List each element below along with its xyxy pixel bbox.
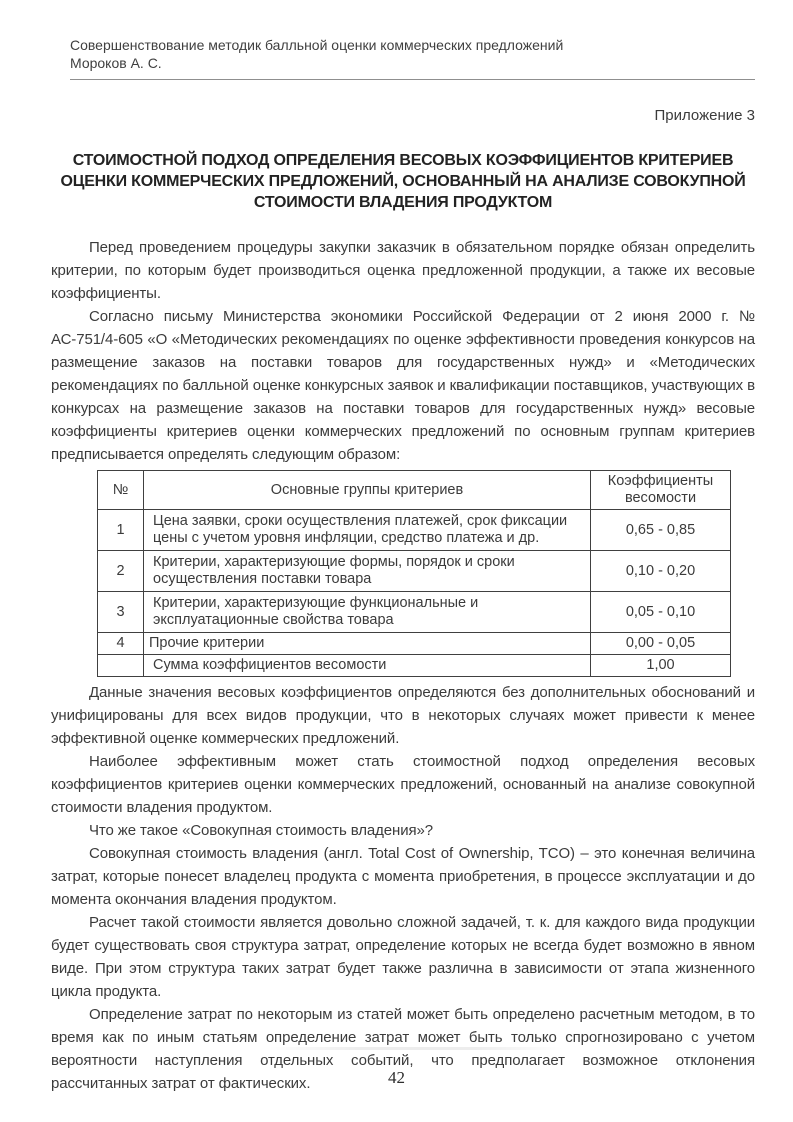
paragraph: Что же такое «Совокупная стоимость владения»? (89, 822, 434, 839)
coefficient-range: 0,65 - 0,85 (591, 510, 731, 551)
running-header-title: Совершенствование методик балльной оценки коммерческих предложений (70, 37, 564, 53)
running-header (70, 36, 755, 80)
paragraph: Определение затрат по некоторым из статей может быть определено расчетным методом, в то время как по иным статьям определение затрат может быть только спрогнозировано с учетом вероятности наступления отдельных событий, что предполагает возможное отклонения рассчитанных затрат от фактических. (51, 1006, 755, 1092)
table-header-groups: Основные группы критериев (144, 471, 591, 510)
criteria-description: Прочие критерии (144, 633, 591, 655)
row-number: 2 (98, 551, 144, 592)
table-row (98, 633, 731, 655)
paragraph: Совокупная стоимость владения (англ. Total Cost of Ownership, TCO) – это конечная величина затрат, которые понесет владелец продукта с момента приобретения, в процессе эксплуатации и до момента окончания владения продуктом. (51, 845, 755, 908)
table-row (98, 510, 731, 551)
table-sum-row (98, 655, 731, 677)
running-header-author: Мороков А. С. (70, 55, 162, 71)
paragraph: Наиболее эффективным может стать стоимостной подход определения весовых коэффициентов критериев оценки коммерческих предложений, основанный на анализе совокупной стоимости владения продуктом. (51, 753, 755, 816)
table-header-coefficients: Коэффициенты весомости (591, 471, 731, 510)
sum-value: 1,00 (591, 655, 731, 677)
table-header-row (98, 471, 731, 510)
criteria-description: Цена заявки, сроки осуществления платежей, срок фиксации цены с учетом уровня инфляции, средство платежа и др. (144, 510, 591, 551)
criteria-description: Критерии, характеризующие формы, порядок и сроки осуществления поставки товара (144, 551, 591, 592)
table-row (98, 592, 731, 633)
page-number: 42 (388, 1068, 405, 1087)
coefficient-range: 0,05 - 0,10 (591, 592, 731, 633)
table-row (98, 551, 731, 592)
coefficient-range: 0,00 - 0,05 (591, 633, 731, 655)
table-header-number: № (98, 471, 144, 510)
row-number: 1 (98, 510, 144, 551)
row-number-empty (98, 655, 144, 677)
row-number: 4 (98, 633, 144, 655)
paragraph: Согласно письму Министерства экономики Российской Федерации от 2 июня 2000 г. № АС-751/4-605 «О «Методических рекомендациях по оценке эффективности проведения конкурсов на размещение заказов на поставки товаров для государственных нужд» и «Методических рекомендациях по балльной оценке конкурсных заявок и квалификации поставщиков, участвующих в конкурсах на размещение заказов на поставки товаров для государственных нужд» весовые коэффициенты критериев оценки коммерческих предложений по основным группам критериев предписывается определять следующим образом: (51, 308, 755, 463)
row-number: 3 (98, 592, 144, 633)
article-title: СТОИМОСТНОЙ ПОДХОД ОПРЕДЕЛЕНИЯ ВЕСОВЫХ КОЭФФИЦИЕНТОВ КРИТЕРИЕВ ОЦЕНКИ КОММЕРЧЕСКИХ ПРЕДЛОЖЕНИЙ, ОСНОВАННЫЙ НА АНАЛИЗЕ СОВОКУПНОЙ СТОИМОСТИ ВЛАДЕНИЯ ПРОДУКТОМ (60, 152, 746, 211)
scan-shadow-artifact (268, 1047, 563, 1050)
paragraph: Данные значения весовых коэффициентов определяются без дополнительных обоснований и унифицированы для всех видов продукции, что в некоторых случаях может привести к менее эффективной оценке коммерческих предложений. (51, 684, 755, 747)
appendix-label: Приложение 3 (654, 107, 755, 124)
coefficient-range: 0,10 - 0,20 (591, 551, 731, 592)
paragraph: Расчет такой стоимости является довольно сложной задачей, т. к. для каждого вида продукции будет существовать своя структура затрат, определение которых не всегда будет возможно в явном виде. При этом структура таких затрат будет также различна в зависимости от этапа жизненного цикла продукта. (51, 914, 755, 1000)
criteria-description: Критерии, характеризующие функциональные и эксплуатационные свойства товара (144, 592, 591, 633)
paragraph: Перед проведением процедуры закупки заказчик в обязательном порядке обязан определить критерии, по которым будет производиться оценка предложенной продукции, а также их весовые коэффициенты. (51, 239, 755, 302)
criteria-table (97, 470, 731, 677)
sum-label: Сумма коэффициентов весомости (144, 655, 591, 677)
